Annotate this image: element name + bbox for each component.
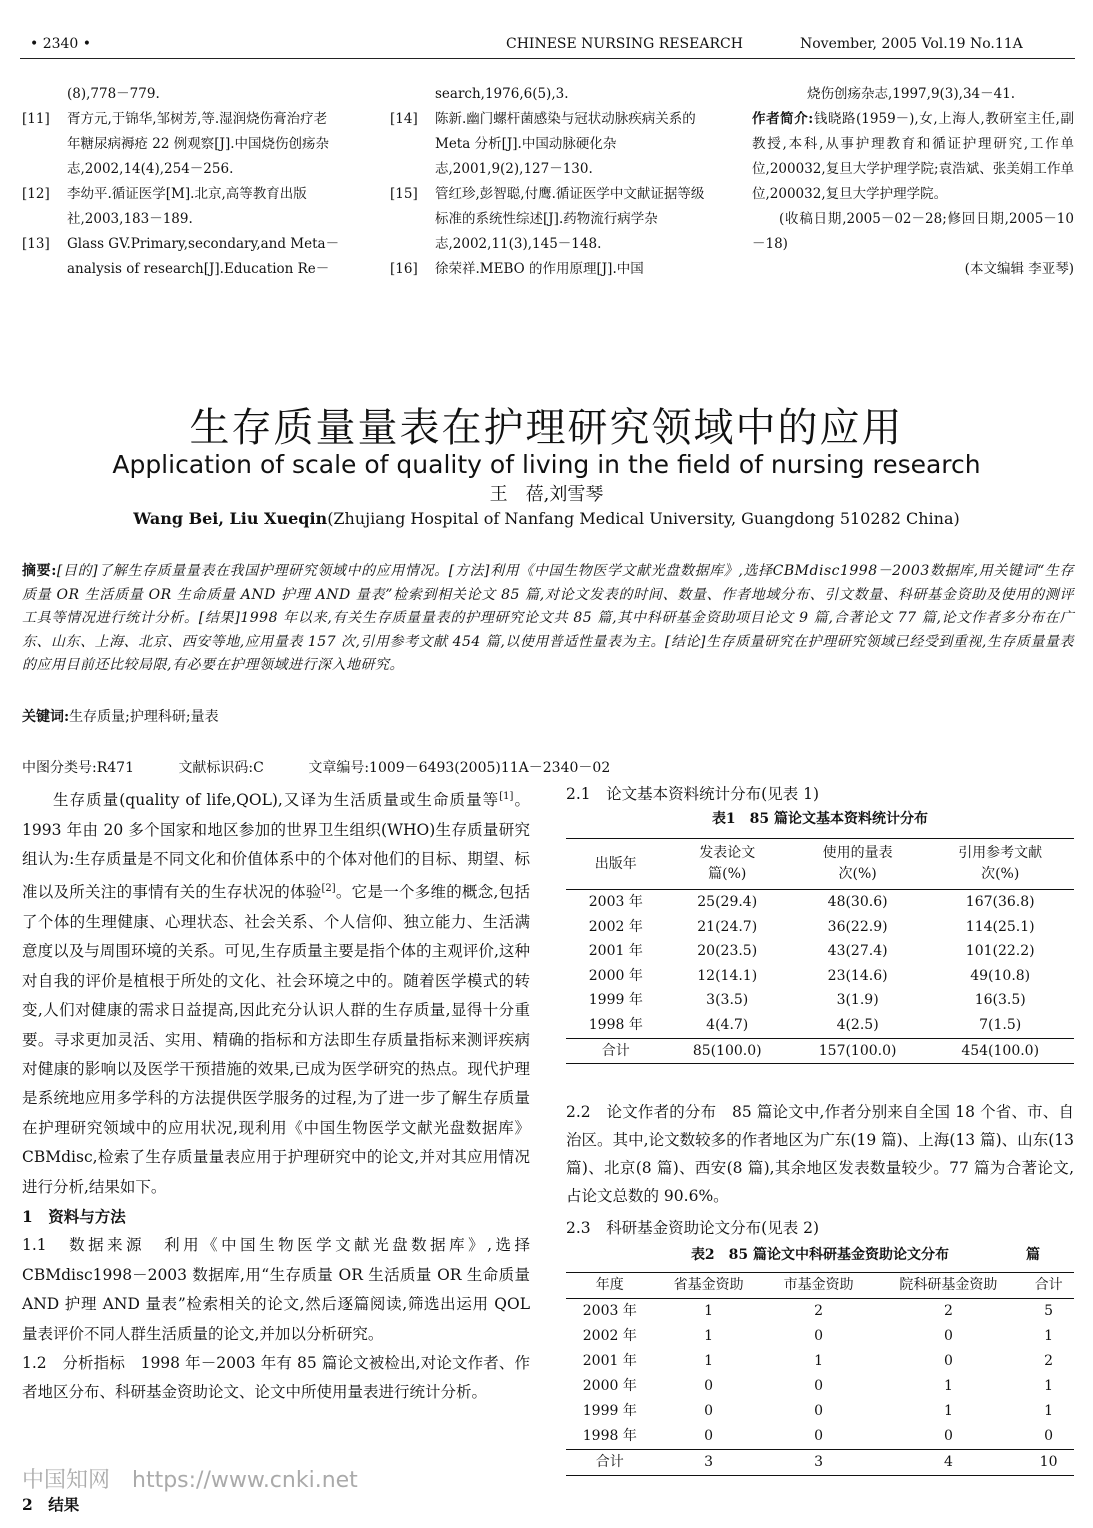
table-cell: 5 — [1044, 1303, 1054, 1319]
cnki-watermark: 中国知网 https://www.cnki.net — [22, 1468, 358, 1493]
references-col3 — [752, 82, 1074, 282]
table-cell: 2 — [814, 1303, 824, 1319]
table-cell: 3(3.5) — [706, 992, 749, 1009]
table-cell: 1 — [704, 1328, 714, 1344]
table-cell: 2 — [943, 1303, 953, 1319]
keywords: 关键词:生存质量;护理科研;量表 — [22, 709, 219, 725]
table-row — [566, 1013, 1074, 1038]
table-cell: 1 — [1044, 1403, 1054, 1419]
table-cell: 3 — [654, 1450, 764, 1476]
table-cell: 0 — [1044, 1428, 1054, 1444]
table-cell: 1999 年 — [588, 992, 643, 1009]
table1-header-cell: 引用参考文献 次(%) — [926, 839, 1074, 890]
table-cell: 1 — [943, 1378, 953, 1394]
table1-caption: 表1 85 篇论文基本资料统计分布 — [711, 811, 929, 827]
table-cell: 10 — [1023, 1450, 1074, 1476]
reference-text: 胥方元,于锦华,邹树芳,等.湿润烧伤膏治疗老年糖尿病褥疮 22 例观察[J].中国烧伤创疡杂志,2002,14(4),254－256. — [67, 111, 329, 177]
section-2-3: 2.3 科研基金资助论文分布(见表 2) — [566, 1219, 820, 1237]
section-1-1: 1.1 数据来源 利用《中国生物医学文献光盘数据库》,选择 CBMdisc1998－2003 数据库,用“生存质量 OR 生活质量 OR 生命质量 AND 护理 AND 量表”检索相关的论文,然后逐篇阅读,筛选出运用 QOL 量表评价不同人群生活质量的论文,并加以分析研究。 — [22, 1236, 530, 1343]
table-row — [566, 988, 1074, 1013]
table-row — [566, 1399, 1074, 1424]
table-cell: 157(100.0) — [789, 1038, 927, 1064]
table-cell: 1 — [704, 1353, 714, 1369]
table-row — [566, 1299, 1074, 1325]
table-cell: 36(22.9) — [827, 918, 888, 935]
journal-name: CHINESE NURSING RESEARCH — [506, 36, 743, 52]
table-cell: 48(30.6) — [827, 894, 888, 910]
reference-item — [22, 182, 340, 232]
table-cell: 2002 年 — [588, 918, 643, 935]
reference-text: 陈新.幽门螺杆菌感染与冠状动脉疾病关系的 Meta 分析[J].中国动脉硬化杂志,2001,9(2),127－130. — [435, 111, 696, 177]
table-row — [566, 1324, 1074, 1349]
table-cell: 1 — [814, 1353, 824, 1369]
table-cell: 1 — [1044, 1328, 1054, 1344]
reference-number: [14] — [390, 111, 418, 127]
table2-header-cell: 年度 — [566, 1273, 654, 1299]
table-cell: 合计 — [566, 1038, 666, 1064]
table-cell: 0 — [943, 1353, 953, 1369]
authors-chinese: 王 蓓,刘雪琴 — [489, 484, 604, 505]
table-row — [566, 964, 1074, 989]
references-col1 — [22, 82, 340, 282]
table-cell: 7(1.5) — [979, 1016, 1022, 1033]
reference-text: (8),778－779. — [67, 86, 160, 102]
table-cell: 合计 — [566, 1450, 654, 1476]
table-cell: 12(14.1) — [697, 967, 758, 984]
table1 — [566, 838, 1074, 1064]
editor-note: (本文编辑 李亚琴) — [964, 261, 1074, 277]
table1-header-cell: 出版年 — [566, 839, 666, 890]
clc-number: 中图分类号:R471 — [22, 760, 134, 776]
table-cell: 43(27.4) — [827, 943, 888, 960]
reference-number — [22, 82, 67, 107]
table-cell: 0 — [943, 1428, 953, 1444]
reference-item — [390, 82, 708, 107]
table-cell: 4 — [874, 1450, 1024, 1476]
table-cell: 20(23.5) — [697, 943, 758, 960]
table2-header-cell: 省基金资助 — [654, 1273, 764, 1299]
reference-text: 徐荣祥.MEBO 的作用原理[J].中国 — [435, 261, 644, 277]
table-cell: 21(24.7) — [697, 918, 758, 935]
table-cell: 0 — [814, 1378, 824, 1394]
authors-english: Wang Bei, Liu Xueqin(Zhujiang Hospital of Nanfang Medical University, Guangdong 510282 China) — [133, 509, 960, 528]
table-row — [566, 1424, 1074, 1450]
table-cell: 1 — [1044, 1378, 1054, 1394]
reference-number: [15] — [390, 186, 418, 202]
reference-text: search,1976,6(5),3. — [435, 86, 569, 102]
table-cell: 0 — [704, 1378, 714, 1394]
table-row — [566, 1374, 1074, 1399]
table2-header-cell: 院科研基金资助 — [874, 1273, 1024, 1299]
reference-item — [22, 107, 340, 182]
section-heading-results: 2 结果 — [22, 1495, 80, 1514]
reference-item — [390, 182, 708, 257]
table-cell: 1 — [943, 1403, 953, 1419]
table-cell: 1998 年 — [588, 1016, 643, 1033]
table2 — [566, 1272, 1074, 1476]
abstract: 摘要:[目的]了解生存质量量表在我国护理研究领域中的应用情况。[方法]利用《中国生物医学文献光盘数据库》,选择CBMdisc1998－2003数据库,用关键词“生存质量 OR 生活质量 OR 生命质量 AND 护理 AND 量表”检索到相关论文 85 篇,对论文发表的时间、数量、作者地域分布、引文数量、科研基金资助及使用的测评工具等情况进行统计分析。[结果]1998 年以来,有关生存质量量表的护理研究论文共 85 篇,其中科研基金资助项目论文 9 篇,合著论文 77 篇,论文作者多分布在广东、山东、上海、北京、西安等地,应用量表 157 次,引用参考文献 454 篇,以使用普适性量表为主。[结论]生存质量研究在护理研究领域已经受到重视,生存质量量表的应用目前还比较局限,有必要在护理领域进行深入地研究。 — [22, 563, 1074, 673]
table-row — [566, 890, 1074, 915]
table-cell: 0 — [814, 1403, 824, 1419]
table-row — [566, 1038, 1074, 1064]
reference-number: [11] — [22, 111, 50, 127]
section-2-2: 2.2 论文作者的分布 85 篇论文中,作者分别来自全国 18 个省、市、自治区。其中,论文数较多的作者地区为广东(19 篇)、上海(13 篇)、山东(13 篇)、北京(8 篇)、西安(8 篇),其余地区发表数量较少。77 篇为合著论文,占论文总数的 90.6%。 — [566, 1103, 1074, 1205]
intro-paragraph: 生存质量(quality of life,QOL),又译为生活质量或生命质量等[1]。1993 年由 20 多个国家和地区参加的世界卫生组织(WHO)生存质量研究组认为:生存质量是不同文化和价值体系中的个体对他们的目标、期望、标准以及所关注的事情有关的生存状况的体验[2]。它是一个多维的概念,包括了个体的生理健康、心理状态、社会关系、个人信仰、独立能力、生活满意度以及与周围环境的关系。可见,生存质量主要是指个体的主观评价,这种对自我的评价是植根于所处的文化、社会环境之中的。随着医学模式的转变,人们对健康的需求日益提高,因此充分认识人群的生存质量,显得十分重要。寻求更加灵活、实用、精确的指标和方法即生存质量指标来测评疾病对健康的影响以及医学干预措施的效果,已成为医学研究的热点。现代护理是系统地应用多学科的方法提供医学服务的过程,为了进一步了解生存质量在护理研究领域中的应用状况,现利用《中国生物医学文献光盘数据库》CBMdisc,检索了生存质量量表应用于护理研究中的论文,并对其应用情况进行分析,结果如下。 — [22, 791, 530, 1196]
table-cell: 3(1.9) — [836, 992, 879, 1009]
references-col2 — [390, 82, 708, 282]
reference-item — [390, 107, 708, 182]
table1-header-cell: 使用的量表 次(%) — [789, 839, 927, 890]
table-cell: 2001 年 — [588, 943, 643, 960]
reference-text: 管红珍,彭智聪,付鹰.循证医学中文献证据等级标准的系统性综述[J].药物流行病学杂志,2002,11(3),145－148. — [435, 186, 705, 252]
section-heading-methods: 1 资料与方法 — [22, 1207, 126, 1226]
table-cell: 2002 年 — [582, 1328, 637, 1344]
table-row — [566, 915, 1074, 940]
table-cell: 49(10.8) — [970, 967, 1031, 984]
reference-number: [12] — [22, 186, 50, 202]
table-cell: 1998 年 — [582, 1428, 637, 1444]
header-rule — [20, 58, 1075, 59]
table-row — [566, 1450, 1074, 1476]
table-cell: 2003 年 — [588, 894, 643, 910]
title-english: Application of scale of quality of living in the field of nursing research — [112, 450, 981, 479]
table-cell: 2003 年 — [582, 1303, 637, 1319]
table-cell: 114(25.1) — [965, 918, 1035, 935]
reference-number — [390, 82, 435, 107]
reference-number: [16] — [390, 261, 418, 277]
section-2-1: 2.1 论文基本资料统计分布(见表 1) — [566, 785, 820, 803]
table-row — [566, 1349, 1074, 1374]
table2-header-cell: 合计 — [1023, 1273, 1074, 1299]
table-cell: 2 — [1044, 1353, 1054, 1369]
doc-code: 文献标识码:C — [178, 760, 264, 776]
table1-header-cell: 发表论文 篇(%) — [666, 839, 789, 890]
table-cell: 0 — [704, 1428, 714, 1444]
reference-item — [22, 82, 340, 107]
section-1-2: 1.2 分析指标 1998 年－2003 年有 85 篇论文被检出,对论文作者、作者地区分布、科研基金资助论文、论文中所使用量表进行统计分析。 — [22, 1354, 530, 1402]
reference-item — [22, 232, 340, 282]
table-cell: 4(4.7) — [706, 1016, 749, 1033]
body-left-column — [22, 782, 530, 1408]
table2-unit: 篇 — [1026, 1247, 1040, 1263]
page-number: • 2340 • — [30, 36, 92, 52]
table2-caption: 表2 85 篇论文中科研基金资助论文分布 篇 — [566, 1244, 1074, 1264]
table-cell: 2000 年 — [582, 1378, 637, 1394]
table-cell: 167(36.8) — [965, 894, 1035, 910]
table-cell: 0 — [704, 1403, 714, 1419]
table-cell: 16(3.5) — [974, 992, 1026, 1009]
table-cell: 0 — [943, 1328, 953, 1344]
table-cell: 454(100.0) — [926, 1038, 1074, 1064]
reference-item — [390, 257, 708, 282]
table-cell: 4(2.5) — [836, 1016, 879, 1033]
author-bio: 作者简介:钱晓路(1959－),女,上海人,教研室主任,副教授,本科,从事护理教育和循证护理研究,工作单位,200032,复旦大学护理学院;袁浩斌、张美娟工作单位,200032,复旦大学护理学院。 — [752, 111, 1074, 202]
table-cell: 25(29.4) — [697, 894, 758, 910]
received-dates: (收稿日期,2005－02－28;修回日期,2005－10－18) — [752, 211, 1074, 252]
classification-line — [22, 757, 782, 777]
title-chinese: 生存质量量表在护理研究领域中的应用 — [189, 405, 904, 451]
table-cell: 1 — [704, 1303, 714, 1319]
table-cell: 1999 年 — [582, 1403, 637, 1419]
table-cell: 0 — [814, 1328, 824, 1344]
table-cell: 85(100.0) — [666, 1038, 789, 1064]
reference-text: 李幼平.循证医学[M].北京,高等教育出版社,2003,183－189. — [67, 186, 307, 227]
table-cell: 3 — [764, 1450, 874, 1476]
reference-number: [13] — [22, 236, 50, 252]
table2-header-cell: 市基金资助 — [764, 1273, 874, 1299]
table-cell: 0 — [814, 1428, 824, 1444]
reference-text: Glass GV.Primary,secondary,and Meta－analysis of research[J].Education Re－ — [67, 236, 340, 277]
table-row — [566, 939, 1074, 964]
issue-info: November, 2005 Vol.19 No.11A — [800, 36, 1023, 52]
article-number: 文章编号:1009－6493(2005)11A－2340－02 — [308, 760, 611, 776]
table-cell: 23(14.6) — [827, 967, 888, 984]
reference-continuation: 烧伤创疡杂志,1997,9(3),34－41. — [807, 86, 1016, 102]
table-cell: 101(22.2) — [965, 943, 1035, 960]
table-cell: 2000 年 — [588, 967, 643, 984]
table-cell: 2001 年 — [582, 1353, 637, 1369]
